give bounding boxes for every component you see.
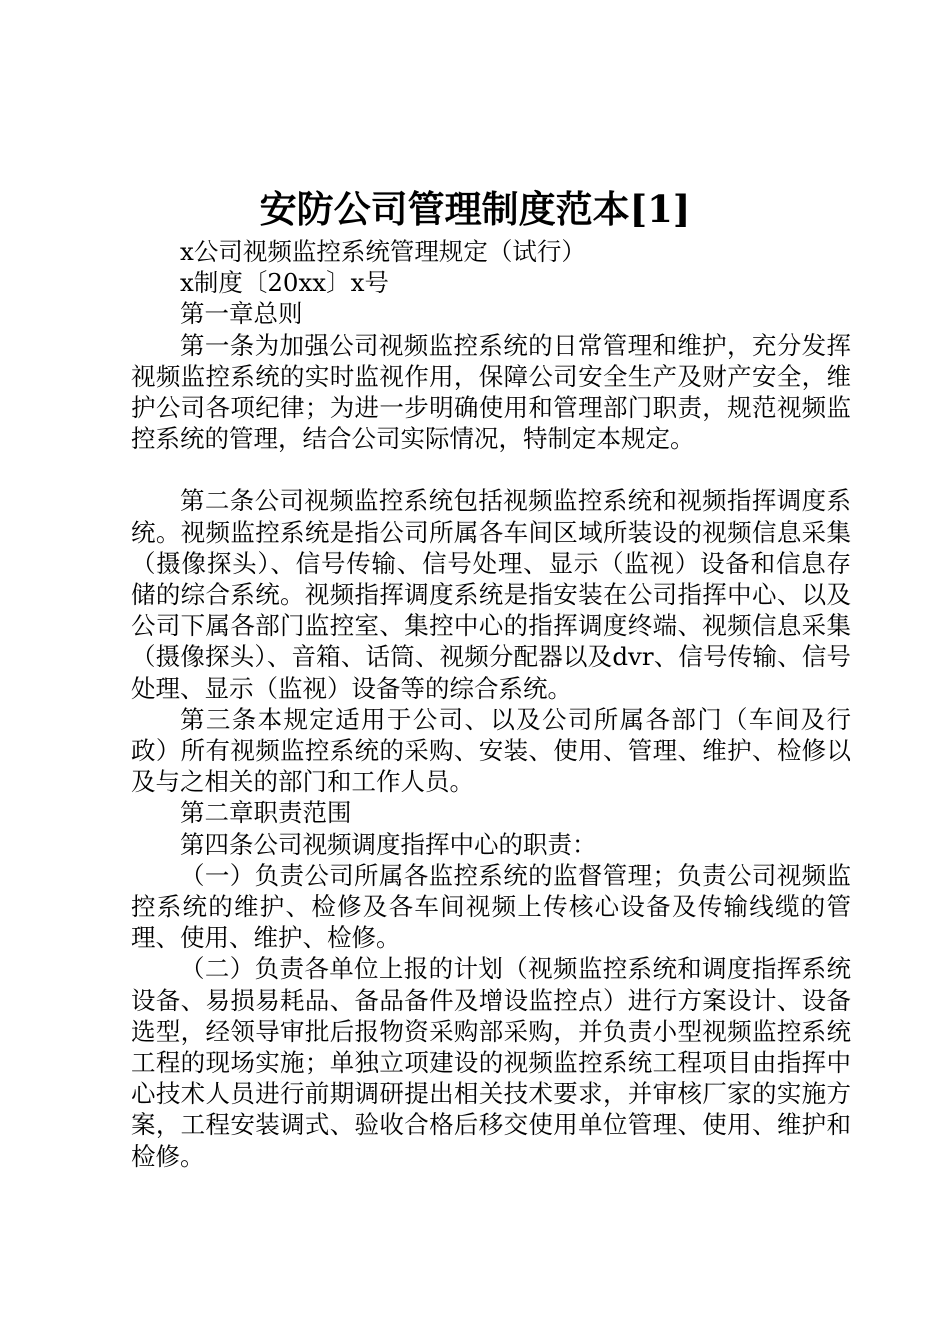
regulation-number: x制度〔20xx〕x号 bbox=[180, 268, 389, 298]
chapter-heading: 第二章职责范围 bbox=[180, 798, 352, 828]
article-paragraph: 第四条公司视频调度指挥中心的职责： bbox=[180, 829, 597, 859]
article-paragraph: 第三条本规定适用于公司、以及公司所属各部门（车间及行政）所有视频监控系统的采购、安装、使用、管理、维护、检修以及与之相关的部门和工作人员。 bbox=[131, 704, 851, 797]
chapter-heading: 第一章总则 bbox=[180, 299, 303, 329]
document-body bbox=[131, 236, 851, 1172]
document-title: 安防公司管理制度范本[1] bbox=[259, 187, 691, 231]
article-paragraph: 第一条为加强公司视频监控系统的日常管理和维护，充分发挥视频监控系统的实时监视作用，保障公司安全生产及财产安全，维护公司各项纪律；为进一步明确使用和管理部门职责，规范视频监控系统的管理，结合公司实际情况，特制定本规定。 bbox=[131, 330, 851, 454]
clause-paragraph: （二）负责各单位上报的计划（视频监控系统和调度指挥系统设备、易损易耗品、备品备件及增设监控点）进行方案设计、设备选型，经领导审批后报物资采购部采购，并负责小型视频监控系统工程的现场实施；单独立项建设的视频监控系统工程项目由指挥中心技术人员进行前期调研提出相关技术要求，并审核厂家的实施方案，工程安装调式、验收合格后移交使用单位管理、使用、维护和检修。 bbox=[131, 954, 851, 1171]
regulation-name: x公司视频监控系统管理规定（试行） bbox=[180, 237, 586, 266]
clause-paragraph: （一）负责公司所属各监控系统的监督管理；负责公司视频监控系统的维护、检修及各车间视频上传核心设备及传输线缆的管理、使用、维护、检修。 bbox=[131, 860, 851, 953]
article-paragraph: 第二条公司视频监控系统包括视频监控系统和视频指挥调度系统。视频监控系统是指公司所属各车间区域所装设的视频信息采集（摄像探头）、信号传输、信号处理、显示（监视）设备和信息存储的综合系统。视频指挥调度系统是指安装在公司指挥中心、以及公司下属各部门监控室、集控中心的指挥调度终端、视频信息采集（摄像探头）、音箱、话筒、视频分配器以及dvr、信号传输、信号处理、显示（监视）设备等的综合系统。 bbox=[131, 486, 851, 703]
